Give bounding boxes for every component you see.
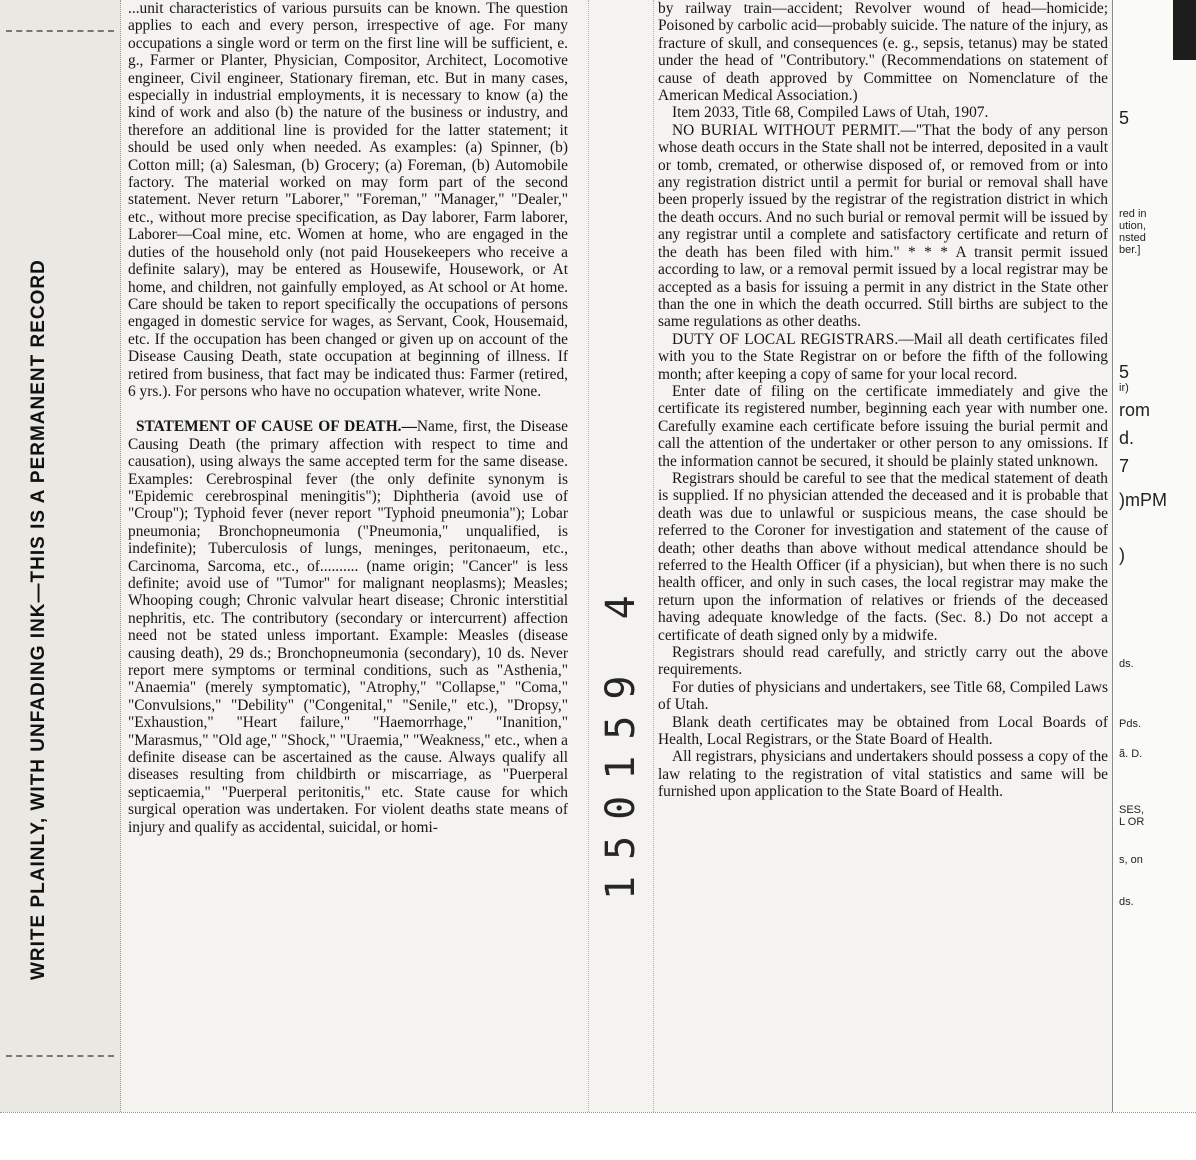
edge-fragment: s, on: [1119, 854, 1143, 866]
occupation-paragraph: ...unit characteristics of various pursuits can be known. The question applies to each and every person, irrespective of age. For many occupations a single word or term on the first line will be sufficient, e. g., Farmer or Planter, Physician, Compositor, Architect, Locomotive engineer, Civil engineer, Stationary fireman, etc. But in many cases, especially in industrial employments, it is necessary to know (a) the kind of work and also (b) the nature of the business or industry, and therefore an additional line is provided for the latter statement; it should be used only when needed. As examples: (a) Spinner, (b) Cotton mill; (a) Salesman, (b) Grocery; (a) Foreman, (b) Automobile factory. The material worked on may form part of the second statement. Never return "Laborer," "Foreman," "Manager," "Dealer," etc., without more precise specification, as Day laborer, Farm laborer, Laborer—Coal mine, etc. Women at home, who are engaged in the duties of the household only (not paid Housekeepers who receive a definite salary), may be entered as Housewife, Housework, or At home, and children, not gainfully employed, as At school or At home. Care should be taken to report specifically the occupations of persons engaged in domestic service for wages, as Servant, Cook, Housemaid, etc. If the occupation has been changed or given up on account of the Disease Causing Death, state occupation at beginning of illness. If retired from business, that fact may be indicated thus: Farmer (retired, 6 yrs.). For persons who have no occupation whatever, write None.: [128, 0, 568, 400]
certificate-number-stamp: 150159 4: [598, 579, 644, 900]
edge-fragment: )mPM: [1119, 490, 1167, 510]
edge-fragment: rom: [1119, 400, 1150, 420]
edge-fragment: nsted: [1119, 232, 1146, 244]
paragraph: All registrars, physicians and undertakers should possess a copy of the law relating to the registration of vital statistics and same will be furnished upon application to the State Board of Health.: [658, 748, 1108, 801]
section-heading: STATEMENT OF CAUSE OF DEATH.—: [136, 418, 417, 436]
paragraph: Item 2033, Title 68, Compiled Laws of Utah, 1907.: [672, 104, 989, 122]
instructions-left-column: [128, 0, 568, 836]
edge-fragment: ber.]: [1119, 244, 1141, 256]
edge-fragment: 5: [1119, 362, 1130, 382]
binding-edge: [1173, 0, 1196, 60]
permanent-record-banner: WRITE PLAINLY, WITH UNFADING INK—THIS IS A PERMANENT RECORD: [28, 259, 49, 980]
paragraph: Registrars should be careful to see that the medical statement of death is supplied. If no physician attended the deceased and it is probable that death was due to unlawful or suspicious means, the case should be referred to the Coroner for investigation and statement of the cause of death; other deaths than above without medical attendance should be referred to the Health Officer (if a physician), but when there is no such health officer, and only in such cases, the local registrar may make the return upon the information of relatives or friends of the deceased having adequate knowledge of the facts. (Sec. 8.) Do not accept a certificate of death signed only by a midwife.: [658, 469, 1108, 644]
edge-fragment: 7: [1119, 456, 1130, 476]
edge-fragment: ution,: [1119, 220, 1146, 232]
margin-dashed-rule: [6, 30, 114, 32]
paragraph: by railway train—accident; Revolver wound of head—homicide; Poisoned by carbolic acid—probably suicide. The nature of the injury, as fracture of skull, and consequences (e. g., sepsis, tetanus) may be stated under the head of "Contributory." (Recommendations on statement of cause of death approved by Committee on Nomenclature of the American Medical Association.): [658, 0, 1108, 105]
center-gutter: [588, 0, 654, 1112]
adjacent-page-strip: [1112, 0, 1196, 1159]
edge-fragment: ds.: [1119, 896, 1134, 908]
edge-fragment: SES,: [1119, 804, 1145, 816]
paragraph: For duties of physicians and undertakers, see Title 68, Compiled Laws of Utah.: [658, 678, 1108, 714]
edge-fragment: d.: [1119, 428, 1135, 448]
edge-fragment: ir): [1119, 382, 1129, 394]
edge-fragment: ã. D.: [1119, 748, 1143, 760]
cause-of-death-section: [128, 418, 568, 836]
paragraph: Registrars should read carefully, and strictly carry out the above requirements.: [658, 644, 1108, 679]
page-bottom-margin: [0, 1112, 1196, 1160]
edge-fragment: red in: [1119, 208, 1147, 220]
paragraph: Enter date of filing on the certificate immediately and give the certificate its registered number, beginning each year with number one. Carefully examine each certificate before issuing the burial permit and call the attention of the undertaker or other person to any omissions. If the information cannot be secured, it should be plainly stated unknown.: [658, 382, 1108, 470]
no-burial-paragraph: NO BURIAL WITHOUT PERMIT.—"That the body of any person whose death occurs in the State shall not be interred, deposited in a vault or tomb, cremated, or otherwise disposed of, or removed from or into any registration district until a permit for burial or removal shall have been properly issued by the registrar of the registration district in which the death occurs. And no such burial or removal permit will be issued by any registrar until a complete and satisfactory certificate and return of the death has been filed with him." * * * A transit permit issued according to law, or a removal permit issued by a local registrar may be accepted as a basis for issuing a permit in any district in the State other than the one in which the death occurred. Still births are subject to the same regulations as other deaths.: [658, 121, 1108, 331]
left-margin-strip: [0, 0, 121, 1112]
paragraph: Blank death certificates may be obtained from Local Boards of Health, Local Registrars, or the State Board of Health.: [658, 713, 1108, 749]
margin-dashed-rule: [6, 1055, 114, 1057]
instructions-right-column: [658, 0, 1108, 801]
edge-fragment: Pds.: [1119, 718, 1142, 730]
edge-fragment: 5: [1119, 108, 1130, 128]
section-body: Name, first, the Disease Causing Death (the primary affection with respect to time and causation), using always the same accepted term for the same disease. Examples: Cerebrospinal fever (the only definite synonym is "Epidemic cerebrospinal meningitis"); Diphtheria (avoid use of "Croup"); Typhoid fever (never report "Typhoid pneumonia"); Lobar pneumonia; Bronchopneumonia ("Pneumonia," unqualified, is indefinite); Tuberculosis of lungs, meninges, peritonaeum, etc., Carcinoma, Sarcoma, etc., of.......... (name origin; "Cancer" is less definite; avoid use of "Tumor" for malignant neoplasms); Measles; Whooping cough; Chronic valvular heart disease; Chronic interstitial nephritis, etc. The contributory (secondary or intercurrent) affection need not be stated unless important. Example: Measles (disease causing death), 29 ds.; Bronchopneumonia (secondary), 10 ds. Never report mere symptoms or terminal conditions, such as "Asthenia," "Anaemia" (merely symptomatic), "Atrophy," "Collapse," "Coma," "Convulsions," "Debility" ("Congenital," "Senile," etc.), "Dropsy," "Exhaustion," "Heart failure," "Haemorrhage," "Inanition," "Marasmus," "Old age," "Shock," "Uraemia," "Weakness," etc., when a definite disease can be ascertained as the cause. Always qualify all diseases resulting from childbirth or miscarriage, as "Puerperal septicaemia," "Puerperal peritonitis," etc. State cause for which surgical operation was undertaken. For violent deaths state means of injury and qualify as accidental, suicidal, or homi-: [128, 418, 568, 836]
edge-fragment: L OR: [1119, 816, 1145, 828]
edge-fragment: ): [1119, 545, 1125, 565]
duty-registrars-paragraph: DUTY OF LOCAL REGISTRARS.—Mail all death certificates filed with you to the State Registrar on or before the fifth of the following month; after keeping a copy of same for your local record.: [658, 330, 1108, 383]
edge-fragment: ds.: [1119, 658, 1134, 670]
